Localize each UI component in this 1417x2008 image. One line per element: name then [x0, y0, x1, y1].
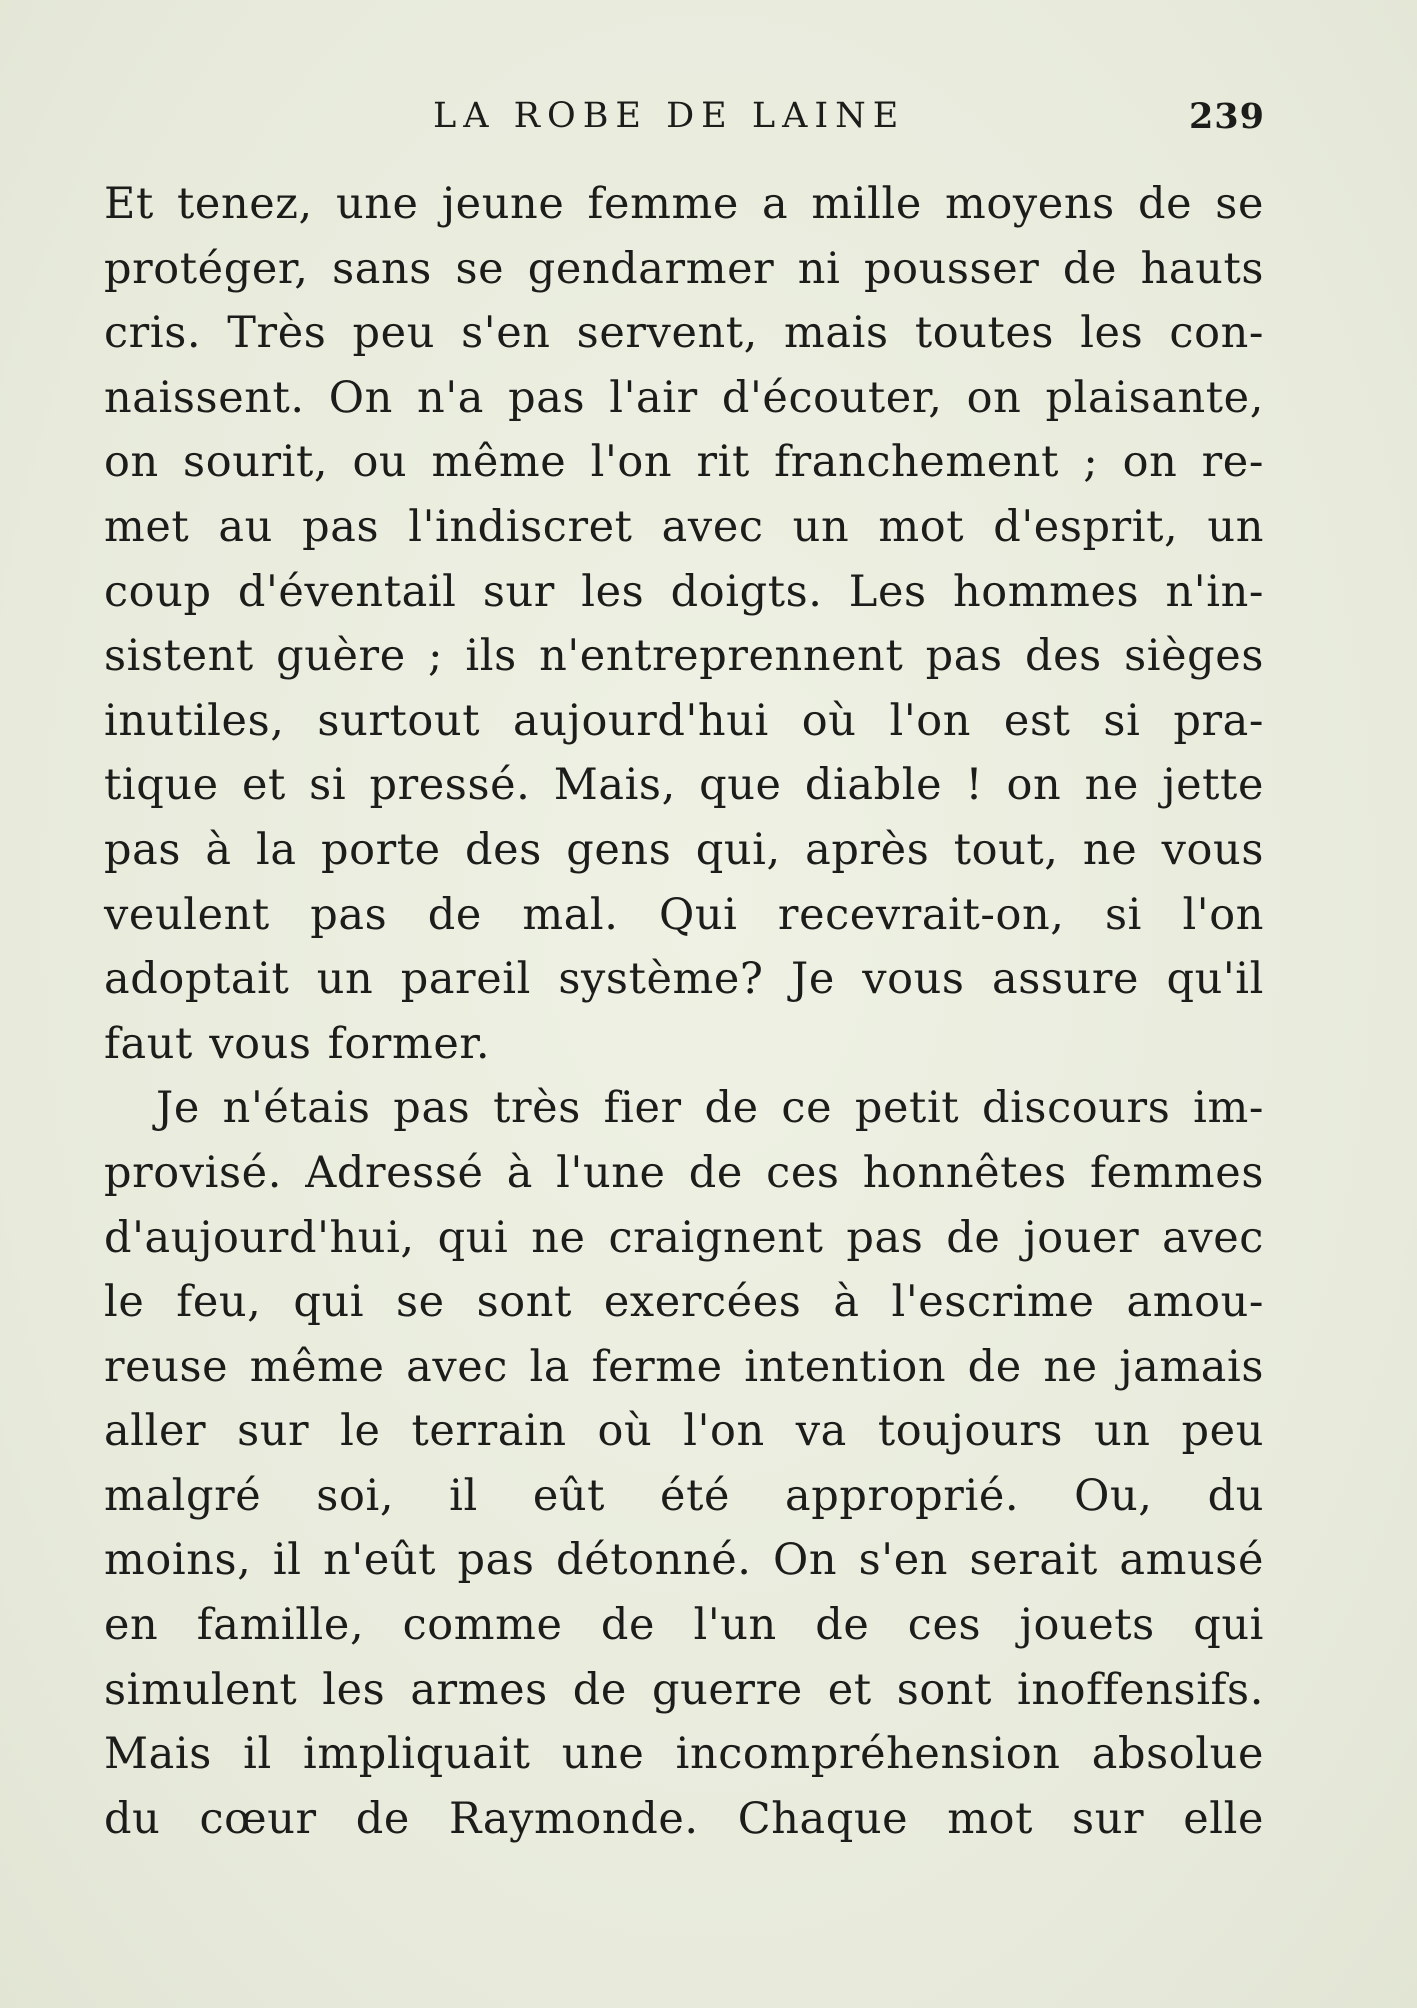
text-line: faut vous former.	[104, 1018, 491, 1069]
text-line: simulent les armes de guerre et sont inoffensifs.	[104, 1664, 1264, 1715]
text-line: naissent. On n'a pas l'air d'écouter, on plaisante,	[104, 372, 1264, 423]
text-line: aller sur le terrain où l'on va toujours un peu	[104, 1406, 1264, 1457]
running-title: LA ROBE DE LAINE	[433, 96, 906, 136]
running-head	[0, 96, 1417, 146]
text-line: inutiles, surtout aujourd'hui où l'on est si pra-	[104, 695, 1264, 746]
text-line: coup d'éventail sur les doigts. Les hommes n'in-	[104, 566, 1264, 617]
text-line: Mais il impliquait une incompréhension absolue	[104, 1729, 1264, 1780]
text-line: en famille, comme de l'un de ces jouets qui	[104, 1600, 1264, 1651]
text-line: tique et si pressé. Mais, que diable ! on ne jette	[104, 760, 1264, 811]
text-line: adoptait un pareil système? Je vous assure qu'il	[104, 954, 1264, 1005]
text-line: du cœur de Raymonde. Chaque mot sur elle	[104, 1793, 1264, 1844]
text-line: on sourit, ou même l'on rit franchement ; on re-	[104, 437, 1264, 488]
text-line: le feu, qui se sont exercées à l'escrime amou-	[104, 1277, 1264, 1328]
text-line: moins, il n'eût pas détonné. On s'en serait amusé	[104, 1535, 1264, 1586]
text-line: met au pas l'indiscret avec un mot d'esprit, un	[104, 501, 1264, 552]
text-line: malgré soi, il eût été approprié. Ou, du	[104, 1470, 1264, 1521]
text-line: provisé. Adressé à l'une de ces honnêtes femmes	[104, 1147, 1264, 1198]
text-line: pas à la porte des gens qui, après tout, ne vous	[104, 824, 1264, 875]
text-line: sistent guère ; ils n'entreprennent pas des sièges	[104, 631, 1264, 682]
body-text	[104, 172, 1264, 1851]
page-number: 239	[1188, 96, 1265, 137]
text-line: protéger, sans se gendarmer ni pousser de hauts	[104, 243, 1264, 294]
text-line: cris. Très peu s'en servent, mais toutes les con-	[104, 308, 1264, 359]
text-line: Je n'étais pas très fier de ce petit discours im-	[156, 1083, 1264, 1134]
text-line: Et tenez, une jeune femme a mille moyens de se	[104, 179, 1264, 229]
text-line: d'aujourd'hui, qui ne craignent pas de jouer avec	[104, 1212, 1264, 1263]
text-line: reuse même avec la ferme intention de ne jamais	[104, 1341, 1264, 1392]
text-line: veulent pas de mal. Qui recevrait-on, si l'on	[104, 889, 1264, 940]
